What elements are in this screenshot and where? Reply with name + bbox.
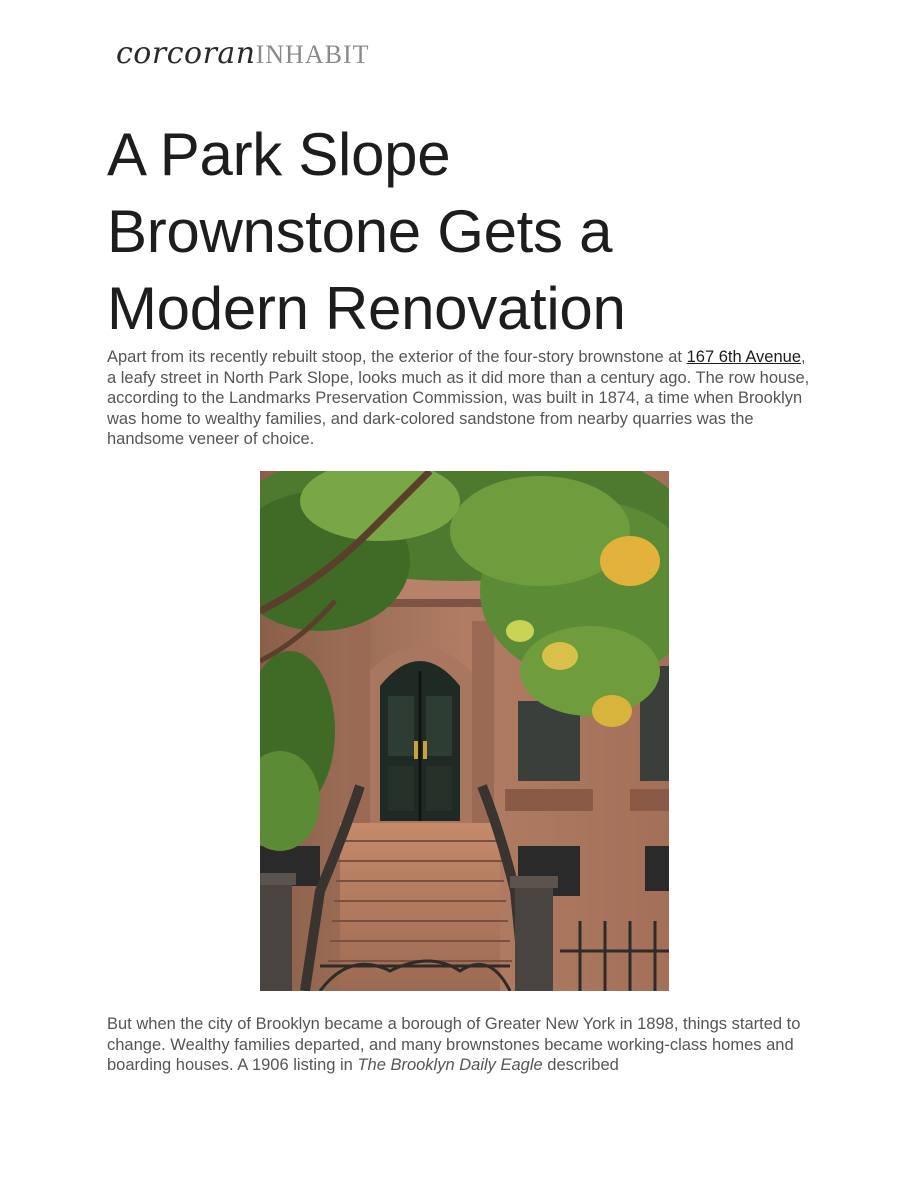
para1-text-start: Apart from its recently rebuilt stoop, the exterior of the four-story brownstone at: [107, 348, 687, 366]
logo-script-text: corcoran: [116, 36, 256, 71]
article-paragraph-2: [107, 1014, 819, 1076]
article-paragraph-1: [107, 347, 819, 450]
headline-line-1: A Park Slope: [107, 121, 451, 188]
para2-text-end: described: [542, 1056, 619, 1074]
para1-text-end: , a leafy street in North Park Slope, looks much as it did more than a century ago. The row house, according to the Landmarks Preservation Commission, was built in 1874, a time when Brooklyn was home to wealthy families, and dark-colored sandstone from nearby quarries was the handsome veneer of choice.: [107, 348, 810, 448]
headline-line-3: Modern Renovation: [107, 275, 626, 342]
address-link[interactable]: 167 6th Avenue: [686, 348, 801, 366]
brownstone-stoop-photo: [260, 471, 669, 991]
article-headline: [107, 116, 867, 347]
headline-line-2: Brownstone Gets a: [107, 198, 613, 265]
newspaper-title: The Brooklyn Daily Eagle: [357, 1056, 543, 1074]
corcoran-inhabit-logo[interactable]: [116, 36, 370, 70]
logo-word-text: INHABIT: [255, 40, 370, 69]
photo-illustration: [260, 471, 669, 991]
para2-text-start: But when the city of Brooklyn became a borough of Greater New York in 1898, things started to change. Wealthy families departed, and many brownstones became working-class homes and boarding houses. A 1906 listing in: [107, 1015, 801, 1074]
